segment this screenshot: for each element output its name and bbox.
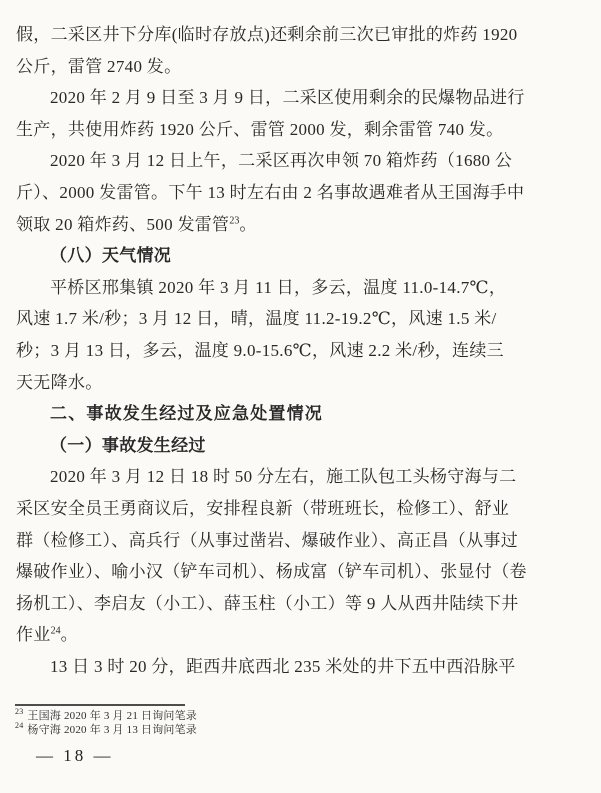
line-text: 作业 [16,625,51,645]
text-line: 13 日 3 时 20 分，距西井底西北 235 米处的井下五中西沿脉平 [50,656,516,676]
text-line: 风速 1.7 米/秒；3 月 12 日，晴，温度 11.2-19.2℃，风速 1.5 米/ [16,309,497,329]
footnote-24 [15,720,198,738]
section-heading-accident-course: 二、事故发生经过及应急处置情况 [50,404,323,424]
footnote-separator [15,704,185,706]
text-line: 生产，共使用炸药 1920 公斤、雷管 2000 发，剩余雷管 740 发。 [16,119,504,139]
footnote-ref-23: 23 [229,214,240,226]
footnote-ref-24: 24 [50,625,61,637]
line-text: 。 [239,214,257,234]
text-line: 采区安全员王勇商议后，安排程良新（带班班长，检修工）、舒业 [16,498,510,518]
text-line: 斤）、2000 发雷管。下午 13 时左右由 2 名事故遇难者从王国海手中 [16,182,525,202]
footnote-number: 23 [15,707,24,717]
text-line: 天无降水。 [16,372,103,392]
line-text: 领取 20 箱炸药、500 发雷管 [16,214,230,234]
text-line: 秒；3 月 13 日，多云，温度 9.0-15.6℃，风速 2.2 米/秒，连续三 [16,340,504,360]
text-line [16,209,539,241]
page-number: — 18 — [36,746,114,765]
text-line: 公斤，雷管 2740 发。 [16,56,182,76]
text-line: 群（检修工）、高兵行（从事过凿岩、爆破作业）、高正昌（从事过 [16,530,518,550]
document-body [16,19,539,682]
text-line: 2020 年 3 月 12 日 18 时 50 分左右，施工队包工头杨守海与二 [50,467,517,487]
footnote-text: 杨守海 2020 年 3 月 13 日询问笔录 [27,723,198,736]
footnote-text: 王国海 2020 年 3 月 21 日询问笔录 [27,710,198,722]
subsection-heading-accident-occurrence: （一）事故发生经过 [50,435,206,455]
footnotes [15,707,198,737]
line-text: 。 [60,625,78,645]
text-line: 平桥区邢集镇 2020 年 3 月 11 日，多云，温度 11.0-14.7℃， [50,277,507,297]
text-line: 扬机工）、李启友（小工）、薛玉柱（小工）等 9 人从西井陆续下井 [16,593,519,613]
text-line: 2020 年 3 月 12 日上午，二采区再次申领 70 箱炸药（1680 公 [50,151,513,171]
footnote-23 [15,707,198,724]
text-line [16,619,539,651]
text-line: 爆破作业）、喻小汉（铲车司机）、杨成富（铲车司机）、张显付（卷 [16,562,527,582]
section-heading-weather: （八）天气情况 [50,246,172,266]
text-line: 2020 年 2 月 9 日至 3 月 9 日，二采区使用剩余的民爆物品进行 [50,88,525,108]
text-line: 假，二采区井下分库(临时存放点)还剩余前三次已审批的炸药 1920 [16,25,518,44]
footnote-number: 24 [15,720,24,730]
